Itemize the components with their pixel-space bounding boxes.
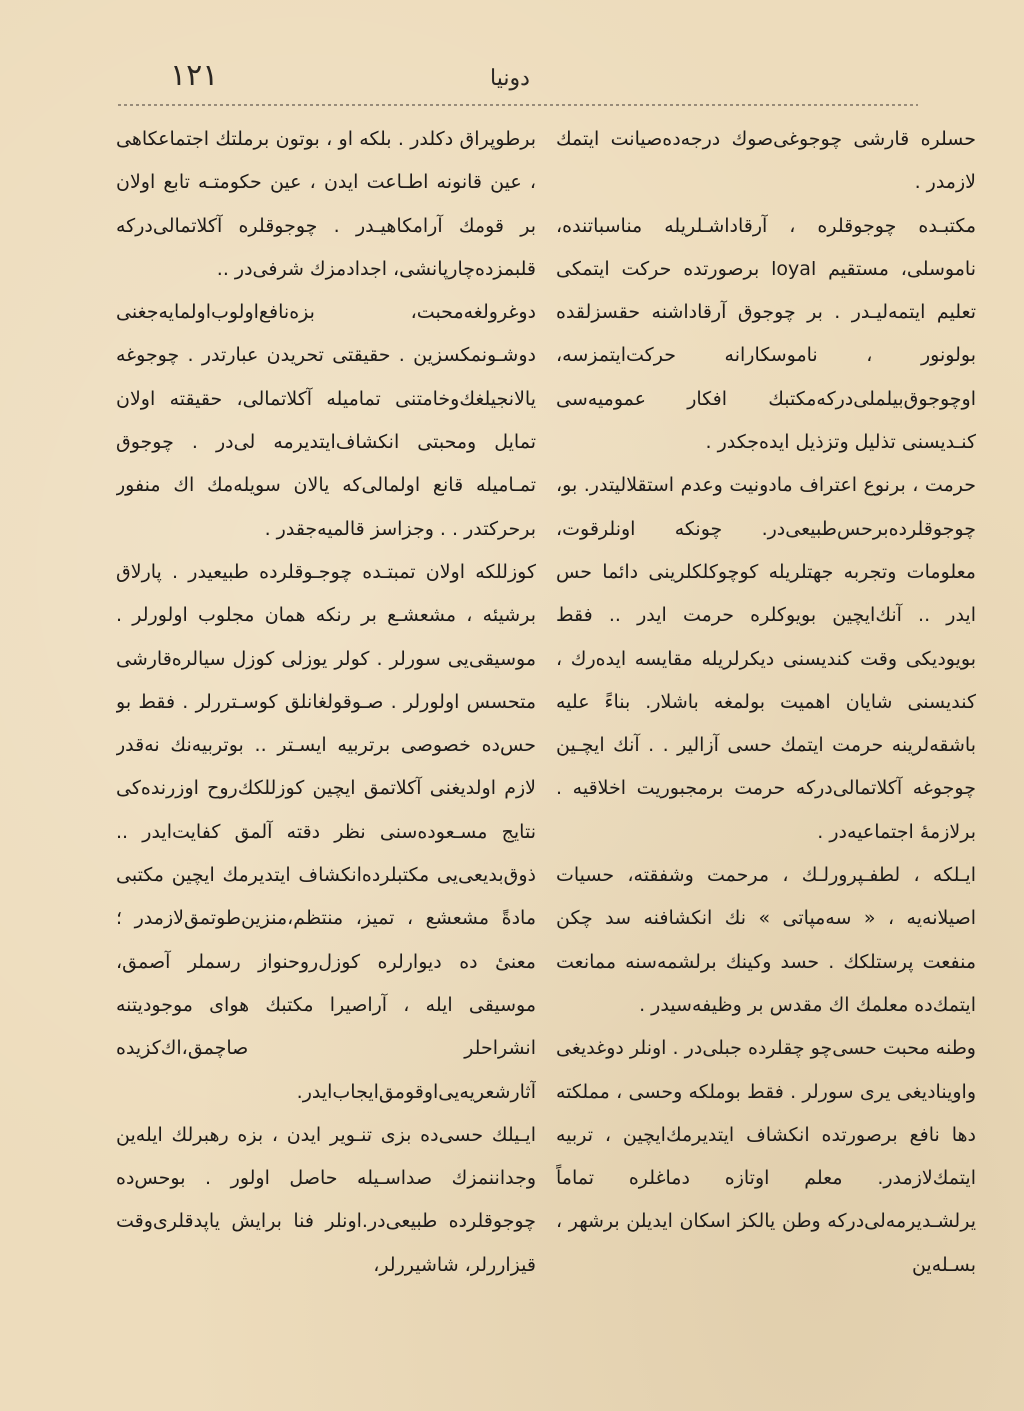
- page-header: [100, 58, 920, 98]
- paragraph: ایـلکه ، لطفـپرورلـك ، مرحمت وشفقته، حسیات اصیلانه‌یه ، « سه‌مپاتی » نك انکشافنه سد چکن منفعت پرستلکك . حسد وکینك برلشمه‌سنه ممانعت ایتمك‌ده معلمك اك مقدس بر وظیفه‌سیدر .: [556, 864, 976, 1016]
- running-title: دونیا: [490, 66, 530, 91]
- page-number: ۱۲۱: [170, 58, 219, 93]
- paragraph: برطوپراق دکلدر . بلکه او ، بوتون برملتك اجتماعکاهی ، عین قانونه اطـاعت ایدن ، عین حکومتـه تابع اولان بر قومك آرامکاهیـدر . چوجوقلره آکلاتمالی‌درکه قلبمزده‌چارپانشی، اجدادمزك شرفی‌در ..: [116, 128, 536, 280]
- left-column: [116, 118, 536, 1358]
- paragraph: حسلره قارشی چوجوغی‌صوك درجه‌ده‌صیانت ایتمك لازمدر .: [556, 128, 976, 194]
- header-rule: [118, 100, 918, 110]
- paragraph: حرمت ، برنوع اعتراف مادونیت وعدم استقلالیتدر. بو، چوجوقلرده‌برحس‌طبیعی‌در. چونکه اونلرقوت، معلومات وتجربه جهتلریله کوچوکلکلرینی دائما حس ایدر .. آنك‌ایچین بویوکلره حرمت ایدر .. فقط بویودیکی وقت کندیسنی دیکرلریله مقایسه ایدەرك ، کندیسنی شایان اهمیت بولمغه باشلار. بناءً علیه باشقه‌لرینه حرمت ایتمك حسی آزالیر . . آنك ایچـین چوجوغه آکلاتمالی‌درکه حرمت برمجبوریت اخلاقیه . برلازمهٔ اجتماعیه‌در .: [556, 474, 976, 843]
- right-column: [556, 118, 976, 1358]
- paragraph: دوغرولغه‌محبت، بزه‌نافع‌اولوب‌اولمایه‌جغنی دوشـونمکسزین . حقیقتی تحریدن عبارتدر . چوجوغه یالانجیلغك‌وخامتنی تمامیله آکلاتمالی، حقیقته اولان تمایل ومحبتی انکشاف‌ایتدیرمه لی‌در . چوجوق تمـامیله قانع اولمالی‌که یالان سویله‌مك اك منفور برحرکتدر . . وجزاسز قالمیه‌جقدر .: [116, 301, 536, 540]
- paragraph: وطنه محبت حسی‌چو چقلرده جبلی‌در . اونلر دوغدیغی واوینادیغی یری سورلر . فقط بوملکه وحسی ، مملکته دها نافع برصورتده انکشاف ایتدیرمك‌ایچین ، تربیه ایتمك‌لازمدر. معلم اوتازه دماغلره تماماً یرلشـدیرمه‌لی‌درکه وطن یالکز اسکان ایدیلن برشهر ، بسـله‌ین: [556, 1037, 976, 1276]
- paragraph: ایـیلك حسی‌ده بزی تنـویر ایدن ، بزه رهبرلك ایلەین وجداننمزك صداسـیله حاصل اولور . بوحس‌ده چوجوقلرده طبیعی‌در.اونلر فنا برایش یاپدقلری‌وقت قیزاررلر، شاشیررلر،: [116, 1123, 536, 1276]
- paragraph: کوزللکه اولان تمبتـده چوجـوقلرده طبیعیدر . پارلاق برشیئه ، مشعشـع بر رنکه همان مجلوب اولورلر . موسیقی‌یی سورلر . کولر یوزلی کوزل سیالره‌قارشی متحسس اولورلر . صـوقولغانلق کوسـتررلر . فقط بو حس‌ده خصوصی برتربیه ایسـتر .. بوتربیه‌نك نه‌قدر لازم اولدیغنی آکلاتمق ایچین کوزللکك‌روح اوزرنده‌کی نتایج مسـعوده‌سنی نظر دقته آلمق کفایت‌ایدر .. ذوق‌بدیعی‌یی مکتبلرده‌انکشاف ایتدیرمك ایچین مکتبی مادةً مشعشع ، تمیز، منتظم،منزین‌طوتمق‌لازمدر ؛ معنیٔ ده دیوارلره کوزل‌روحنواز رسملر آصمق، موسیقی ایله ، آراصیرا مکتبك هوای موجودیتنه انشراحلر صاچمق،اك‌کزیده آثارشعریه‌یی‌اوقومق‌ایجاب‌ایدر.: [116, 560, 536, 1103]
- paragraph: مکتبـده چوجوقلره ، آرقاداشـلریله مناسباتنده، ناموسلی، مستقیم loyal برصورتده حرکت ایتمکی تعلیم ایتمه‌لیـدر . بر چوجوق آرقاداشنه حقسزلقده بولونور ، ناموسکارانه حرکت‌ایتمزسه، اوچوجوق‌بیلملی‌درکه‌مکتبك افکار عمومیه‌سی کنـدیسنی تذلیل وتزذیل ایده‌جکدر .: [556, 214, 976, 454]
